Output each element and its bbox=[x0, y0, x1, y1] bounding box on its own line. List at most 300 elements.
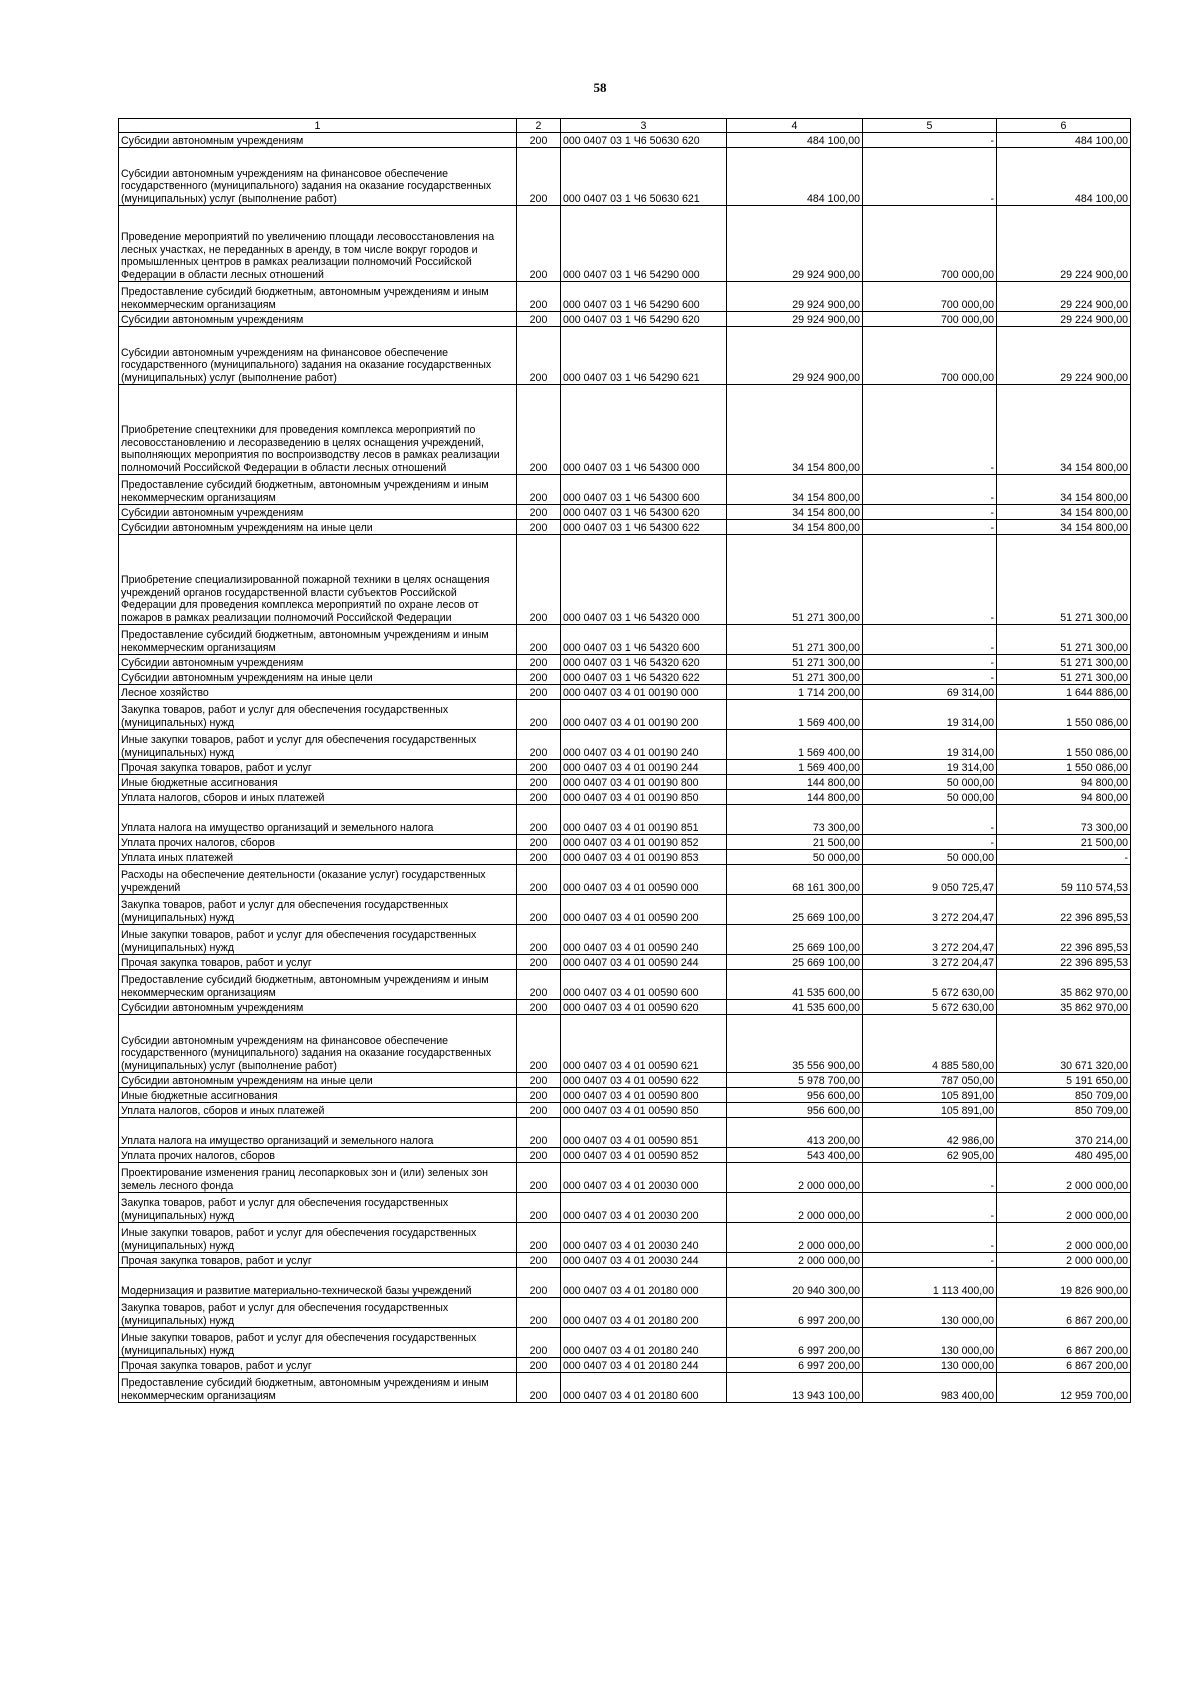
row-name-text: Модернизация и развитие материально-технической базы учреждений bbox=[121, 1284, 472, 1297]
column-header: 3 bbox=[561, 119, 727, 133]
row-assigned-amount-cell: 144 800,00 bbox=[727, 775, 863, 790]
column-header: 1 bbox=[119, 119, 517, 133]
row-remaining-amount-cell: 370 214,00 bbox=[997, 1118, 1131, 1148]
table-row bbox=[119, 1373, 1131, 1403]
row-assigned-amount-cell: 6 997 200,00 bbox=[727, 1328, 863, 1358]
row-admin-code-cell: 200 bbox=[517, 670, 561, 685]
row-executed-amount-cell: - bbox=[863, 1193, 997, 1223]
row-executed-amount-cell: 983 400,00 bbox=[863, 1373, 997, 1403]
row-admin-code-cell: 200 bbox=[517, 730, 561, 760]
row-name-cell bbox=[119, 535, 517, 625]
row-assigned-amount-cell: 25 669 100,00 bbox=[727, 895, 863, 925]
row-name-cell bbox=[119, 685, 517, 700]
table-row bbox=[119, 685, 1131, 700]
row-assigned-amount-cell: 25 669 100,00 bbox=[727, 955, 863, 970]
row-admin-code-cell: 200 bbox=[517, 1103, 561, 1118]
row-name-cell bbox=[119, 955, 517, 970]
row-budget-code-cell: 000 0407 03 4 01 00590 240 bbox=[561, 925, 727, 955]
row-admin-code-cell: 200 bbox=[517, 895, 561, 925]
row-name-cell bbox=[119, 148, 517, 206]
row-executed-amount-cell: 3 272 204,47 bbox=[863, 895, 997, 925]
row-admin-code-cell: 200 bbox=[517, 312, 561, 327]
row-name-text: Уплата налогов, сборов и иных платежей bbox=[121, 1104, 325, 1117]
row-name-cell bbox=[119, 385, 517, 475]
column-header: 2 bbox=[517, 119, 561, 133]
row-name-text: Иные закупки товаров, работ и услуг для обеспечения государственных (муниципальных) нужд bbox=[121, 1227, 477, 1252]
row-executed-amount-cell: 9 050 725,47 bbox=[863, 865, 997, 895]
table-row bbox=[119, 1223, 1131, 1253]
table-row bbox=[119, 1073, 1131, 1088]
row-executed-amount-cell: - bbox=[863, 505, 997, 520]
row-name-text: Закупка товаров, работ и услуг для обеспечения государственных (муниципальных) нужд bbox=[121, 704, 449, 729]
row-remaining-amount-cell: 22 396 895,53 bbox=[997, 955, 1131, 970]
row-admin-code-cell: 200 bbox=[517, 1000, 561, 1015]
row-name-cell bbox=[119, 1148, 517, 1163]
table-row bbox=[119, 1193, 1131, 1223]
row-name-cell bbox=[119, 1373, 517, 1403]
row-admin-code-cell: 200 bbox=[517, 700, 561, 730]
row-assigned-amount-cell: 35 556 900,00 bbox=[727, 1015, 863, 1073]
row-remaining-amount-cell: - bbox=[997, 850, 1131, 865]
row-assigned-amount-cell: 34 154 800,00 bbox=[727, 475, 863, 505]
row-name-cell bbox=[119, 700, 517, 730]
row-assigned-amount-cell: 484 100,00 bbox=[727, 148, 863, 206]
row-remaining-amount-cell: 1 550 086,00 bbox=[997, 760, 1131, 775]
row-name-cell bbox=[119, 655, 517, 670]
table-row bbox=[119, 1253, 1131, 1268]
row-admin-code-cell: 200 bbox=[517, 1358, 561, 1373]
row-assigned-amount-cell: 2 000 000,00 bbox=[727, 1253, 863, 1268]
row-budget-code-cell: 000 0407 03 4 01 00590 621 bbox=[561, 1015, 727, 1073]
row-budget-code-cell: 000 0407 03 4 01 00590 620 bbox=[561, 1000, 727, 1015]
row-remaining-amount-cell: 5 191 650,00 bbox=[997, 1073, 1131, 1088]
row-executed-amount-cell: - bbox=[863, 1223, 997, 1253]
row-name-cell bbox=[119, 1298, 517, 1328]
row-budget-code-cell: 000 0407 03 4 01 00190 851 bbox=[561, 805, 727, 835]
table-row bbox=[119, 895, 1131, 925]
row-name-text: Предоставление субсидий бюджетным, автономным учреждениям и иным некоммерческим организациям bbox=[121, 629, 489, 654]
row-budget-code-cell: 000 0407 03 4 01 20180 200 bbox=[561, 1298, 727, 1328]
row-executed-amount-cell: 5 672 630,00 bbox=[863, 970, 997, 1000]
row-name-text: Прочая закупка товаров, работ и услуг bbox=[121, 761, 312, 774]
row-assigned-amount-cell: 543 400,00 bbox=[727, 1148, 863, 1163]
row-name-text: Прочая закупка товаров, работ и услуг bbox=[121, 1254, 312, 1267]
table-row bbox=[119, 955, 1131, 970]
row-name-text: Расходы на обеспечение деятельности (оказание услуг) государственных учреждений bbox=[121, 869, 486, 894]
row-executed-amount-cell: 42 986,00 bbox=[863, 1118, 997, 1148]
row-executed-amount-cell: - bbox=[863, 1163, 997, 1193]
row-name-cell bbox=[119, 775, 517, 790]
row-assigned-amount-cell: 1 569 400,00 bbox=[727, 760, 863, 775]
row-executed-amount-cell: 130 000,00 bbox=[863, 1358, 997, 1373]
row-executed-amount-cell: 4 885 580,00 bbox=[863, 1015, 997, 1073]
row-admin-code-cell: 200 bbox=[517, 520, 561, 535]
row-name-text: Иные бюджетные ассигнования bbox=[121, 776, 278, 789]
row-admin-code-cell: 200 bbox=[517, 505, 561, 520]
table-row bbox=[119, 865, 1131, 895]
row-budget-code-cell: 000 0407 03 4 01 00590 850 bbox=[561, 1103, 727, 1118]
row-name-text: Субсидии автономным учреждениям на финансовое обеспечение государственного (муниципального) задания на оказание государственных (муниципальных) услуг (выполнение работ) bbox=[121, 1034, 492, 1072]
row-budget-code-cell: 000 0407 03 1 Ч6 54290 621 bbox=[561, 327, 727, 385]
row-executed-amount-cell: 130 000,00 bbox=[863, 1328, 997, 1358]
row-name-cell bbox=[119, 1015, 517, 1073]
table-row bbox=[119, 133, 1131, 148]
row-executed-amount-cell: - bbox=[863, 835, 997, 850]
row-executed-amount-cell: - bbox=[863, 625, 997, 655]
row-assigned-amount-cell: 34 154 800,00 bbox=[727, 505, 863, 520]
row-remaining-amount-cell: 1 644 886,00 bbox=[997, 685, 1131, 700]
table-row bbox=[119, 775, 1131, 790]
row-budget-code-cell: 000 0407 03 1 Ч6 54320 000 bbox=[561, 535, 727, 625]
row-remaining-amount-cell: 29 224 900,00 bbox=[997, 327, 1131, 385]
row-executed-amount-cell: 700 000,00 bbox=[863, 282, 997, 312]
row-budget-code-cell: 000 0407 03 1 Ч6 54300 620 bbox=[561, 505, 727, 520]
row-remaining-amount-cell: 22 396 895,53 bbox=[997, 895, 1131, 925]
row-executed-amount-cell: - bbox=[863, 1253, 997, 1268]
row-admin-code-cell: 200 bbox=[517, 790, 561, 805]
row-budget-code-cell: 000 0407 03 1 Ч6 54300 622 bbox=[561, 520, 727, 535]
row-remaining-amount-cell: 29 224 900,00 bbox=[997, 282, 1131, 312]
row-name-text: Уплата налогов, сборов и иных платежей bbox=[121, 791, 325, 804]
table-row bbox=[119, 385, 1131, 475]
row-name-cell bbox=[119, 475, 517, 505]
row-executed-amount-cell: 19 314,00 bbox=[863, 760, 997, 775]
row-executed-amount-cell: 700 000,00 bbox=[863, 206, 997, 282]
row-name-cell bbox=[119, 970, 517, 1000]
row-executed-amount-cell: - bbox=[863, 133, 997, 148]
table-header bbox=[119, 119, 1131, 133]
table-body bbox=[119, 133, 1131, 1403]
row-budget-code-cell: 000 0407 03 4 01 20180 600 bbox=[561, 1373, 727, 1403]
table-row bbox=[119, 148, 1131, 206]
row-admin-code-cell: 200 bbox=[517, 775, 561, 790]
row-executed-amount-cell: - bbox=[863, 805, 997, 835]
table-row bbox=[119, 625, 1131, 655]
row-assigned-amount-cell: 29 924 900,00 bbox=[727, 312, 863, 327]
row-assigned-amount-cell: 956 600,00 bbox=[727, 1103, 863, 1118]
table-row bbox=[119, 282, 1131, 312]
row-name-text: Проектирование изменения границ лесопарковых зон и (или) зеленых зон земель лесного фонда bbox=[121, 1167, 489, 1192]
row-remaining-amount-cell: 34 154 800,00 bbox=[997, 505, 1131, 520]
row-name-text: Субсидии автономным учреждениям на финансовое обеспечение государственного (муниципального) задания на оказание государственных (муниципальных) услуг (выполнение работ) bbox=[121, 346, 492, 384]
row-name-cell bbox=[119, 312, 517, 327]
row-admin-code-cell: 200 bbox=[517, 206, 561, 282]
row-name-cell bbox=[119, 1118, 517, 1148]
row-name-text: Иные закупки товаров, работ и услуг для обеспечения государственных (муниципальных) нужд bbox=[121, 929, 477, 954]
table-row bbox=[119, 1000, 1131, 1015]
row-name-cell bbox=[119, 282, 517, 312]
row-budget-code-cell: 000 0407 03 4 01 00190 240 bbox=[561, 730, 727, 760]
row-assigned-amount-cell: 6 997 200,00 bbox=[727, 1298, 863, 1328]
row-assigned-amount-cell: 68 161 300,00 bbox=[727, 865, 863, 895]
table-row bbox=[119, 760, 1131, 775]
row-budget-code-cell: 000 0407 03 4 01 00190 852 bbox=[561, 835, 727, 850]
row-budget-code-cell: 000 0407 03 4 01 20180 240 bbox=[561, 1328, 727, 1358]
row-budget-code-cell: 000 0407 03 1 Ч6 54300 000 bbox=[561, 385, 727, 475]
row-name-text: Закупка товаров, работ и услуг для обеспечения государственных (муниципальных) нужд bbox=[121, 1197, 449, 1222]
row-budget-code-cell: 000 0407 03 1 Ч6 50630 620 bbox=[561, 133, 727, 148]
row-assigned-amount-cell: 51 271 300,00 bbox=[727, 670, 863, 685]
row-name-cell bbox=[119, 1000, 517, 1015]
row-name-text: Уплата налога на имущество организаций и земельного налога bbox=[121, 821, 434, 834]
row-admin-code-cell: 200 bbox=[517, 1268, 561, 1298]
row-executed-amount-cell: 19 314,00 bbox=[863, 700, 997, 730]
row-remaining-amount-cell: 1 550 086,00 bbox=[997, 730, 1131, 760]
column-number-row bbox=[119, 119, 1131, 133]
table-row bbox=[119, 1015, 1131, 1073]
row-name-text: Проведение мероприятий по увеличению площади лесовосстановления на лесных участках, не переданных в аренду, в том числе вокруг городов и промышленных центров в рамках реализации полномочий Российской Федерации в области лесных отношений bbox=[121, 231, 495, 281]
row-remaining-amount-cell: 484 100,00 bbox=[997, 148, 1131, 206]
row-admin-code-cell: 200 bbox=[517, 1193, 561, 1223]
row-name-cell bbox=[119, 865, 517, 895]
row-name-text: Прочая закупка товаров, работ и услуг bbox=[121, 1359, 312, 1372]
column-header: 6 bbox=[997, 119, 1131, 133]
row-budget-code-cell: 000 0407 03 1 Ч6 54320 620 bbox=[561, 655, 727, 670]
row-remaining-amount-cell: 30 671 320,00 bbox=[997, 1015, 1131, 1073]
row-name-cell bbox=[119, 206, 517, 282]
row-name-text: Прочая закупка товаров, работ и услуг bbox=[121, 956, 312, 969]
row-name-cell bbox=[119, 133, 517, 148]
row-admin-code-cell: 200 bbox=[517, 625, 561, 655]
row-remaining-amount-cell: 29 224 900,00 bbox=[997, 206, 1131, 282]
row-assigned-amount-cell: 41 535 600,00 bbox=[727, 1000, 863, 1015]
row-executed-amount-cell: 50 000,00 bbox=[863, 775, 997, 790]
row-remaining-amount-cell: 850 709,00 bbox=[997, 1103, 1131, 1118]
row-name-cell bbox=[119, 790, 517, 805]
row-admin-code-cell: 200 bbox=[517, 760, 561, 775]
row-budget-code-cell: 000 0407 03 4 01 00190 244 bbox=[561, 760, 727, 775]
table-row bbox=[119, 312, 1131, 327]
row-remaining-amount-cell: 51 271 300,00 bbox=[997, 670, 1131, 685]
row-name-text: Закупка товаров, работ и услуг для обеспечения государственных (муниципальных) нужд bbox=[121, 899, 449, 924]
row-executed-amount-cell: - bbox=[863, 520, 997, 535]
row-remaining-amount-cell: 51 271 300,00 bbox=[997, 655, 1131, 670]
row-executed-amount-cell: 62 905,00 bbox=[863, 1148, 997, 1163]
row-budget-code-cell: 000 0407 03 4 01 00190 850 bbox=[561, 790, 727, 805]
row-remaining-amount-cell: 21 500,00 bbox=[997, 835, 1131, 850]
row-remaining-amount-cell: 1 550 086,00 bbox=[997, 700, 1131, 730]
row-name-text: Иные закупки товаров, работ и услуг для обеспечения государственных (муниципальных) нужд bbox=[121, 1332, 477, 1357]
row-remaining-amount-cell: 94 800,00 bbox=[997, 775, 1131, 790]
table-row bbox=[119, 670, 1131, 685]
row-budget-code-cell: 000 0407 03 4 01 20030 244 bbox=[561, 1253, 727, 1268]
row-remaining-amount-cell: 51 271 300,00 bbox=[997, 535, 1131, 625]
row-admin-code-cell: 200 bbox=[517, 1223, 561, 1253]
row-name-text: Иные закупки товаров, работ и услуг для обеспечения государственных (муниципальных) нужд bbox=[121, 734, 477, 759]
row-name-text: Субсидии автономным учреждениям на иные цели bbox=[121, 521, 373, 534]
row-remaining-amount-cell: 29 224 900,00 bbox=[997, 312, 1131, 327]
row-admin-code-cell: 200 bbox=[517, 148, 561, 206]
row-budget-code-cell: 000 0407 03 4 01 00190 200 bbox=[561, 700, 727, 730]
row-admin-code-cell: 200 bbox=[517, 282, 561, 312]
row-executed-amount-cell: 3 272 204,47 bbox=[863, 955, 997, 970]
row-name-text: Субсидии автономным учреждениям bbox=[121, 134, 304, 147]
row-name-cell bbox=[119, 1358, 517, 1373]
row-budget-code-cell: 000 0407 03 4 01 20030 200 bbox=[561, 1193, 727, 1223]
row-admin-code-cell: 200 bbox=[517, 385, 561, 475]
row-remaining-amount-cell: 73 300,00 bbox=[997, 805, 1131, 835]
row-assigned-amount-cell: 2 000 000,00 bbox=[727, 1193, 863, 1223]
row-remaining-amount-cell: 480 495,00 bbox=[997, 1148, 1131, 1163]
row-executed-amount-cell: - bbox=[863, 655, 997, 670]
row-assigned-amount-cell: 144 800,00 bbox=[727, 790, 863, 805]
table-row bbox=[119, 1268, 1131, 1298]
row-assigned-amount-cell: 2 000 000,00 bbox=[727, 1223, 863, 1253]
row-budget-code-cell: 000 0407 03 1 Ч6 54290 000 bbox=[561, 206, 727, 282]
row-name-text: Лесное хозяйство bbox=[121, 686, 209, 699]
row-admin-code-cell: 200 bbox=[517, 850, 561, 865]
table-row bbox=[119, 1088, 1131, 1103]
row-name-cell bbox=[119, 1193, 517, 1223]
row-assigned-amount-cell: 51 271 300,00 bbox=[727, 655, 863, 670]
row-name-text: Уплата прочих налогов, сборов bbox=[121, 836, 276, 849]
row-assigned-amount-cell: 50 000,00 bbox=[727, 850, 863, 865]
row-name-text: Уплата иных платежей bbox=[121, 851, 233, 864]
row-assigned-amount-cell: 51 271 300,00 bbox=[727, 625, 863, 655]
row-remaining-amount-cell: 34 154 800,00 bbox=[997, 475, 1131, 505]
row-name-cell bbox=[119, 1328, 517, 1358]
row-name-text: Уплата налога на имущество организаций и земельного налога bbox=[121, 1134, 434, 1147]
table-row bbox=[119, 505, 1131, 520]
row-assigned-amount-cell: 73 300,00 bbox=[727, 805, 863, 835]
row-executed-amount-cell: 50 000,00 bbox=[863, 790, 997, 805]
row-name-text: Субсидии автономным учреждениям на финансовое обеспечение государственного (муниципального) задания на оказание государственных (муниципальных) услуг (выполнение работ) bbox=[121, 167, 492, 205]
row-assigned-amount-cell: 956 600,00 bbox=[727, 1088, 863, 1103]
row-remaining-amount-cell: 484 100,00 bbox=[997, 133, 1131, 148]
row-assigned-amount-cell: 13 943 100,00 bbox=[727, 1373, 863, 1403]
row-admin-code-cell: 200 bbox=[517, 685, 561, 700]
table-row bbox=[119, 1148, 1131, 1163]
row-assigned-amount-cell: 484 100,00 bbox=[727, 133, 863, 148]
row-name-text: Предоставление субсидий бюджетным, автономным учреждениям и иным некоммерческим организациям bbox=[121, 479, 489, 504]
row-name-cell bbox=[119, 1103, 517, 1118]
row-budget-code-cell: 000 0407 03 1 Ч6 54320 622 bbox=[561, 670, 727, 685]
row-executed-amount-cell: - bbox=[863, 670, 997, 685]
row-executed-amount-cell: 69 314,00 bbox=[863, 685, 997, 700]
row-remaining-amount-cell: 2 000 000,00 bbox=[997, 1253, 1131, 1268]
row-admin-code-cell: 200 bbox=[517, 925, 561, 955]
row-name-text: Предоставление субсидий бюджетным, автономным учреждениям и иным некоммерческим организациям bbox=[121, 974, 489, 999]
table-row bbox=[119, 805, 1131, 835]
table-row bbox=[119, 327, 1131, 385]
row-executed-amount-cell: 5 672 630,00 bbox=[863, 1000, 997, 1015]
table-row bbox=[119, 730, 1131, 760]
row-admin-code-cell: 200 bbox=[517, 1298, 561, 1328]
row-assigned-amount-cell: 34 154 800,00 bbox=[727, 385, 863, 475]
row-admin-code-cell: 200 bbox=[517, 805, 561, 835]
table-row bbox=[119, 535, 1131, 625]
row-remaining-amount-cell: 2 000 000,00 bbox=[997, 1163, 1131, 1193]
table-row bbox=[119, 850, 1131, 865]
column-header: 5 bbox=[863, 119, 997, 133]
row-name-cell bbox=[119, 1163, 517, 1193]
row-executed-amount-cell: 1 113 400,00 bbox=[863, 1268, 997, 1298]
row-assigned-amount-cell: 1 569 400,00 bbox=[727, 730, 863, 760]
row-name-text: Субсидии автономным учреждениям bbox=[121, 1001, 304, 1014]
row-name-cell bbox=[119, 1268, 517, 1298]
row-budget-code-cell: 000 0407 03 4 01 00190 853 bbox=[561, 850, 727, 865]
row-name-text: Субсидии автономным учреждениям на иные цели bbox=[121, 671, 373, 684]
row-remaining-amount-cell: 2 000 000,00 bbox=[997, 1223, 1131, 1253]
row-admin-code-cell: 200 bbox=[517, 955, 561, 970]
row-executed-amount-cell: 19 314,00 bbox=[863, 730, 997, 760]
row-budget-code-cell: 000 0407 03 4 01 00590 800 bbox=[561, 1088, 727, 1103]
row-admin-code-cell: 200 bbox=[517, 1088, 561, 1103]
row-assigned-amount-cell: 21 500,00 bbox=[727, 835, 863, 850]
row-admin-code-cell: 200 bbox=[517, 970, 561, 1000]
row-assigned-amount-cell: 413 200,00 bbox=[727, 1118, 863, 1148]
row-admin-code-cell: 200 bbox=[517, 327, 561, 385]
row-executed-amount-cell: 50 000,00 bbox=[863, 850, 997, 865]
row-admin-code-cell: 200 bbox=[517, 1373, 561, 1403]
table-row bbox=[119, 520, 1131, 535]
row-budget-code-cell: 000 0407 03 4 01 00590 851 bbox=[561, 1118, 727, 1148]
row-name-cell bbox=[119, 925, 517, 955]
row-name-text: Предоставление субсидий бюджетным, автономным учреждениям и иным некоммерческим организациям bbox=[121, 286, 489, 311]
table-row bbox=[119, 206, 1131, 282]
row-assigned-amount-cell: 6 997 200,00 bbox=[727, 1358, 863, 1373]
row-assigned-amount-cell: 29 924 900,00 bbox=[727, 327, 863, 385]
row-budget-code-cell: 000 0407 03 4 01 00590 600 bbox=[561, 970, 727, 1000]
row-admin-code-cell: 200 bbox=[517, 1148, 561, 1163]
row-remaining-amount-cell: 2 000 000,00 bbox=[997, 1193, 1131, 1223]
row-remaining-amount-cell: 12 959 700,00 bbox=[997, 1373, 1131, 1403]
row-admin-code-cell: 200 bbox=[517, 1073, 561, 1088]
row-assigned-amount-cell: 2 000 000,00 bbox=[727, 1163, 863, 1193]
row-assigned-amount-cell: 29 924 900,00 bbox=[727, 206, 863, 282]
row-executed-amount-cell: 130 000,00 bbox=[863, 1298, 997, 1328]
row-executed-amount-cell: 105 891,00 bbox=[863, 1103, 997, 1118]
row-name-text: Субсидии автономным учреждениям bbox=[121, 313, 304, 326]
row-budget-code-cell: 000 0407 03 4 01 00190 800 bbox=[561, 775, 727, 790]
row-assigned-amount-cell: 29 924 900,00 bbox=[727, 282, 863, 312]
row-name-text: Субсидии автономным учреждениям bbox=[121, 656, 304, 669]
row-assigned-amount-cell: 34 154 800,00 bbox=[727, 520, 863, 535]
table-row bbox=[119, 1103, 1131, 1118]
row-assigned-amount-cell: 20 940 300,00 bbox=[727, 1268, 863, 1298]
row-name-cell bbox=[119, 505, 517, 520]
row-name-cell bbox=[119, 895, 517, 925]
row-name-cell bbox=[119, 625, 517, 655]
row-executed-amount-cell: 700 000,00 bbox=[863, 327, 997, 385]
row-budget-code-cell: 000 0407 03 1 Ч6 54290 600 bbox=[561, 282, 727, 312]
row-remaining-amount-cell: 6 867 200,00 bbox=[997, 1298, 1131, 1328]
row-budget-code-cell: 000 0407 03 4 01 20030 000 bbox=[561, 1163, 727, 1193]
row-name-text: Приобретение спецтехники для проведения комплекса мероприятий по лесовосстановлению и лесоразведению в целях оснащения учреждений, выполняющих мероприятия по воспроизводству лесов в рамках реализации полномочий Российской Федерации в области лесных отношений bbox=[121, 424, 500, 474]
row-budget-code-cell: 000 0407 03 4 01 00590 622 bbox=[561, 1073, 727, 1088]
row-name-cell bbox=[119, 327, 517, 385]
row-admin-code-cell: 200 bbox=[517, 535, 561, 625]
row-remaining-amount-cell: 19 826 900,00 bbox=[997, 1268, 1131, 1298]
row-admin-code-cell: 200 bbox=[517, 475, 561, 505]
row-remaining-amount-cell: 35 862 970,00 bbox=[997, 970, 1131, 1000]
row-budget-code-cell: 000 0407 03 1 Ч6 54290 620 bbox=[561, 312, 727, 327]
row-assigned-amount-cell: 41 535 600,00 bbox=[727, 970, 863, 1000]
row-budget-code-cell: 000 0407 03 4 01 00590 244 bbox=[561, 955, 727, 970]
column-header: 4 bbox=[727, 119, 863, 133]
row-assigned-amount-cell: 1 714 200,00 bbox=[727, 685, 863, 700]
row-name-cell bbox=[119, 835, 517, 850]
row-remaining-amount-cell: 34 154 800,00 bbox=[997, 520, 1131, 535]
row-name-cell bbox=[119, 1253, 517, 1268]
row-admin-code-cell: 200 bbox=[517, 655, 561, 670]
table-row bbox=[119, 790, 1131, 805]
table-row bbox=[119, 475, 1131, 505]
row-executed-amount-cell: 105 891,00 bbox=[863, 1088, 997, 1103]
row-budget-code-cell: 000 0407 03 4 01 00590 852 bbox=[561, 1148, 727, 1163]
row-admin-code-cell: 200 bbox=[517, 865, 561, 895]
table-row bbox=[119, 925, 1131, 955]
